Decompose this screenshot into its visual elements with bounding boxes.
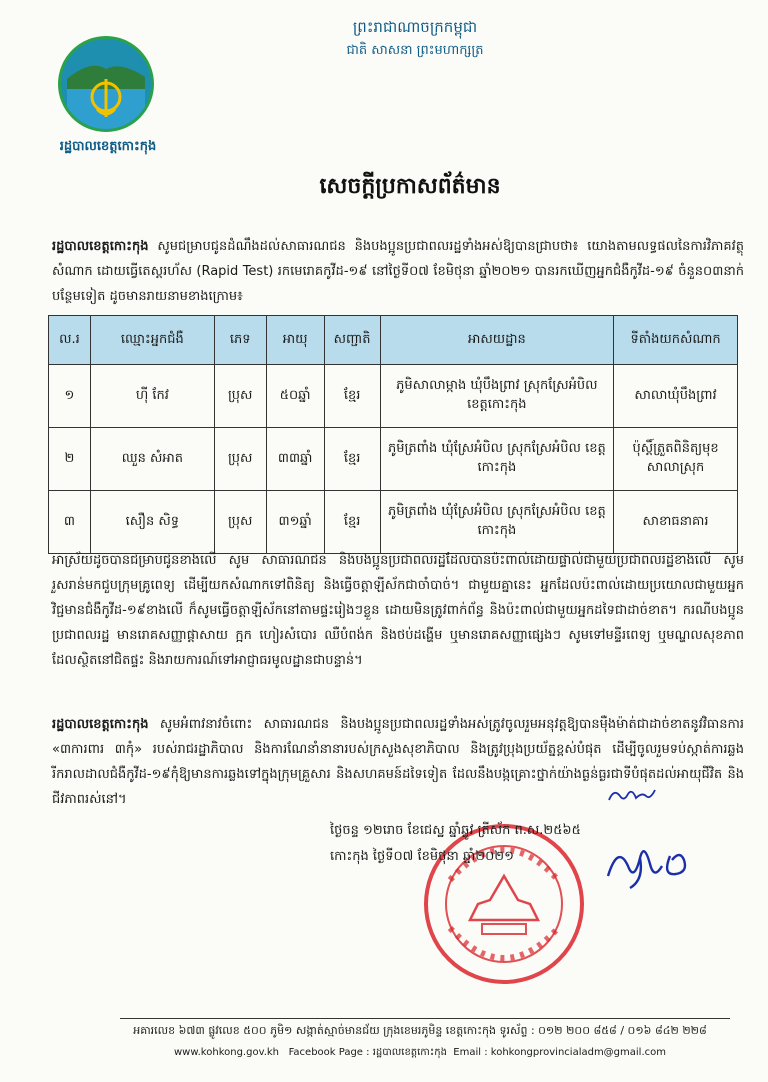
cell-nationality: ខ្មែរ xyxy=(324,365,380,428)
table-row xyxy=(49,365,738,428)
cell-nationality: ខ្មែរ xyxy=(324,428,380,491)
col-header-age: អាយុ xyxy=(266,316,324,365)
cell-sex: ប្រុស xyxy=(214,428,266,491)
footer-address: អគារលេខ ៦៧៣ ផ្លូវលេខ ៥០០ ភូមិ១ សង្កាត់ស្មាច់មានជ័យ ក្រុងខេមរភូមិន្ទ ខេត្តកោះកុង ទូរស័ព្ទ : ០១២ ២០០ ៨៥៨ / ០១៦ ៨៤២ ២២៨ xyxy=(133,1024,707,1037)
cell-age: ៣១ឆ្នាំ xyxy=(266,491,324,554)
col-header-no: ល.រ xyxy=(49,316,91,365)
cell-no: ២ xyxy=(49,428,91,491)
appeal-text: សូមអំពាវនាវចំពោះ សាធារណជន និងបងប្អូនប្រជាពលរដ្ឋទាំងអស់ត្រូវចូលរួមអនុវត្តឱ្យបានម៉ឺងម៉ាត់ជាដាច់ខាតនូវវិធានការ «៣ការពារ ៣កុំ» របស់រាជរដ្ឋាភិបាល និងការណែនាំនានារបស់ក្រសួងសុខាភិបាល និងត្រូវប្រុងប្រយ័ត្នខ្ពស់បំផុត ដើម្បីចូលរួមទប់ស្កាត់ការឆ្លងរីករាលដាលជំងឺកូវីដ-១៩កុំឱ្យមានការឆ្លងទៅក្នុងក្រុមគ្រួសារ និងសហគមន៍ដទៃទៀត ដែលនឹងបង្កគ្រោះថ្នាក់យ៉ាងធ្ងន់ធ្ងរជាទីបំផុតដល់អាយុជីវិត និងជីវភាពរស់នៅ។ xyxy=(52,717,744,807)
handwritten-note xyxy=(606,784,658,806)
cell-address: ភូមិត្រពាំង ឃុំស្រែអំបិល ស្រុកស្រែអំបិល ខេត្តកោះកុង xyxy=(380,491,614,554)
solar-date: កោះកុង ថ្ងៃទី០៧ ខែមិថុនា ឆ្នាំ២០២១ xyxy=(330,849,514,864)
signature xyxy=(600,836,710,892)
col-header-site: ទីតាំងយកសំណាក xyxy=(614,316,738,365)
cell-no: ៣ xyxy=(49,491,91,554)
cell-age: ៣៣ឆ្នាំ xyxy=(266,428,324,491)
footer-email-link[interactable]: kohkongprovincialadm@gmail.com xyxy=(490,1047,666,1058)
lunar-date: ថ្ងៃចន្ទ ១២រោច ខែជេស្ឋ ឆ្នាំឆ្លូវ ត្រីស័ក ព.ស.២៥៦៥ xyxy=(330,823,581,838)
table-header-row xyxy=(49,316,738,365)
cell-sex: ប្រុស xyxy=(214,365,266,428)
cell-name: សឿន សិទ្ធ xyxy=(90,491,214,554)
cases-table xyxy=(48,315,738,554)
cell-site: សាខាធនាគារ xyxy=(614,491,738,554)
table-row xyxy=(49,428,738,491)
appeal-lead: រដ្ឋបាលខេត្តកោះកុង xyxy=(52,717,149,732)
cell-name: ឈួន សំអាត xyxy=(90,428,214,491)
cell-site: ប៉ុស្តិ៍ត្រួតពិនិត្យមុខសាលាស្រុក xyxy=(614,428,738,491)
national-motto: ជាតិ សាសនា ព្រះមហាក្សត្រ xyxy=(346,43,484,58)
cell-age: ៥០ឆ្នាំ xyxy=(266,365,324,428)
advice-paragraph: អាស្រ័យដូចបានជម្រាបជូនខាងលើ សូម សាធារណជន និងបងប្អូនប្រជាពលរដ្ឋដែលបានប៉ះពាល់ដោយផ្ទាល់ជាមួយប្រជាពលរដ្ឋខាងលើ សូមរួសរាន់មកជួបក្រុមគ្រូពេទ្យ ដើម្បីយកសំណាកទៅពិនិត្យ និងធ្វើចត្តាឡីស័កជាចាំបាច់។ ជាមួយគ្នានេះ អ្នកដែលប៉ះពាល់ដោយប្រយោលជាមួយអ្នកវិជ្ជមានជំងឺកូវីដ-១៩ខាងលើ ក៏សូមធ្វើចត្តាឡីស័កនៅតាមផ្ទះរៀងៗខ្លួន ដោយមិនត្រូវពាក់ព័ន្ធ និងប៉ះពាល់ជាមួយអ្នកដទៃជាដាច់ខាត។ ករណីបងប្អូនប្រជាពលរដ្ឋ មានរោគសញ្ញាផ្តាសាយ ក្អក ហៀរសំបោរ ឈឺបំពង់ក និងថប់ដង្ហើម ឬមានរោគសញ្ញាផ្សេងៗ សូមទៅមន្ទីរពេទ្យ ឬមណ្ឌលសុខភាព ដែលស្ថិតនៅជិតផ្ទះ និងរាយការណ៍ទៅអាជ្ញាធរមូលដ្ឋានជាបន្ទាន់។ xyxy=(52,553,744,668)
cell-site: សាលាឃុំបឹងព្រាវ xyxy=(614,365,738,428)
cell-address: ភូមិសាលាម្កាង ឃុំបឹងព្រាវ ស្រុកស្រែអំបិល ខេត្តកោះកុង xyxy=(380,365,614,428)
cell-name: ហ៊ី កែវ xyxy=(90,365,214,428)
administration-label: រដ្ឋបាលខេត្តកោះកុង xyxy=(59,139,157,154)
document-title: សេចក្តីប្រកាសព័ត៌មាន xyxy=(319,174,501,199)
footer-facebook-link[interactable]: រដ្ឋបាលខេត្តកោះកុង xyxy=(372,1047,447,1058)
cell-address: ភូមិត្រពាំង ឃុំស្រែអំបិល ស្រុកស្រែអំបិល ខេត្តកោះកុង xyxy=(380,428,614,491)
col-header-nationality: សញ្ជាតិ xyxy=(324,316,380,365)
footer-divider xyxy=(120,1018,730,1019)
footer-website-link[interactable]: www.kohkong.gov.kh xyxy=(174,1047,280,1058)
intro-paragraph xyxy=(52,234,744,309)
table-row xyxy=(49,491,738,554)
cell-no: ១ xyxy=(49,365,91,428)
intro-lead: រដ្ឋបាលខេត្តកោះកុង xyxy=(52,239,149,254)
province-logo xyxy=(58,36,154,132)
col-header-address: អាសយដ្ឋាន xyxy=(380,316,614,365)
kingdom-title: ព្រះរាជាណាចក្រកម្ពុជា xyxy=(352,18,478,36)
col-header-name: ឈ្មោះអ្នកជំងឺ xyxy=(90,316,214,365)
footer-email-label: Email : xyxy=(453,1047,488,1058)
official-stamp xyxy=(420,820,588,988)
intro-text: សូមជម្រាបជូនដំណឹងដល់សាធារណជន និងបងប្អូនប្រជាពលរដ្ឋទាំងអស់ឱ្យបានជ្រាបថា៖ យោងតាមលទ្ធផលនៃការវិភាគវត្ថុសំណាក ដោយធ្វើតេស្តរហ័ស (Rapid Test) រកមេរោគកូវីដ-១៩ នៅថ្ងៃទី០៧ ខែមិថុនា ឆ្នាំ២០២១ បានរកឃើញអ្នកជំងឺកូវីដ-១៩ ចំនួន០៣នាក់ បន្ថែមទៀត ដូចមានរាយនាមខាងក្រោម៖ xyxy=(52,239,744,304)
col-header-sex: ភេទ xyxy=(214,316,266,365)
cell-nationality: ខ្មែរ xyxy=(324,491,380,554)
footer-contact xyxy=(110,1045,730,1060)
footer-facebook-label: Facebook Page : xyxy=(288,1047,370,1058)
cell-sex: ប្រុស xyxy=(214,491,266,554)
